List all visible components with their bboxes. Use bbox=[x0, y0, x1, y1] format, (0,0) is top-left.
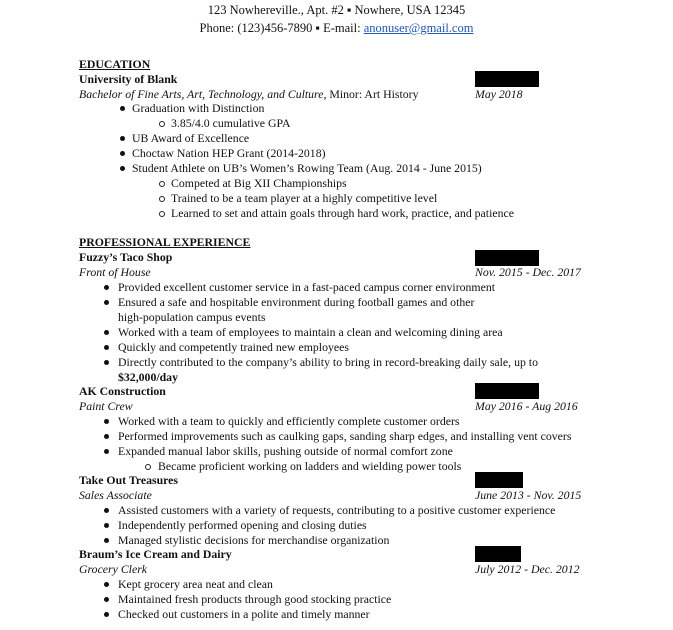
list-item: 3.85/4.0 cumulative GPA bbox=[171, 116, 291, 130]
bullet bbox=[104, 612, 109, 617]
list-item-continued: $32,000/day bbox=[118, 370, 178, 384]
list-item: Managed stylistic decisions for merchandise organization bbox=[118, 533, 390, 547]
contact-line bbox=[0, 21, 673, 36]
redaction-bar bbox=[475, 546, 521, 562]
bullet bbox=[104, 285, 109, 290]
list-item: Became proficient working on ladders and wielding power tools bbox=[158, 459, 462, 473]
list-item: Expanded manual labor skills, pushing outside of normal comfort zone bbox=[118, 444, 453, 458]
bullet bbox=[104, 360, 109, 365]
company-name: AK Construction bbox=[79, 384, 166, 398]
bullet bbox=[104, 508, 109, 513]
list-item: UB Award of Excellence bbox=[132, 131, 250, 145]
job-role: Sales Associate bbox=[79, 488, 152, 502]
redaction-bar bbox=[475, 250, 539, 266]
school-name: University of Blank bbox=[79, 72, 178, 86]
list-item: Worked with a team to quickly and efficiently complete customer orders bbox=[118, 414, 460, 428]
bullet bbox=[104, 345, 109, 350]
bullet bbox=[104, 582, 109, 587]
list-item: Trained to be a team player at a highly competitive level bbox=[171, 191, 438, 205]
list-item: Graduation with Distinction bbox=[132, 101, 265, 115]
bullet bbox=[120, 166, 125, 171]
bullet bbox=[120, 106, 125, 111]
degree: Bachelor of Fine Arts, Art, Technology, and Culture, bbox=[79, 87, 327, 101]
redaction-bar bbox=[475, 472, 523, 488]
bullet bbox=[104, 597, 109, 602]
list-item-continued: high-population campus events bbox=[118, 310, 266, 324]
list-item: Directly contributed to the company’s ability to bring in record-breaking daily sale, up to bbox=[118, 355, 538, 369]
sub-bullet bbox=[159, 121, 165, 127]
bullet bbox=[104, 449, 109, 454]
list-item: Learned to set and attain goals through hard work, practice, and patience bbox=[171, 206, 514, 220]
list-item: Worked with a team of employees to maintain a clean and welcoming dining area bbox=[118, 325, 503, 339]
education-heading: EDUCATION bbox=[79, 57, 151, 71]
list-item: Quickly and competently trained new employees bbox=[118, 340, 349, 354]
minor: Minor: Art History bbox=[326, 87, 419, 101]
redaction-bar bbox=[475, 383, 539, 399]
bullet bbox=[120, 136, 125, 141]
company-name: Braum’s Ice Cream and Dairy bbox=[79, 547, 232, 561]
bullet bbox=[104, 330, 109, 335]
redaction-bar bbox=[475, 71, 539, 87]
sub-bullet bbox=[159, 211, 165, 217]
list-item: Ensured a safe and hospitable environment during football games and other bbox=[118, 295, 475, 309]
bullet bbox=[104, 419, 109, 424]
sub-bullet bbox=[145, 464, 151, 470]
list-item: Assisted customers with a variety of requests, contributing to a positive customer experience bbox=[118, 503, 556, 517]
education-date: May 2018 bbox=[475, 87, 523, 101]
list-item: Maintained fresh products through good stocking practice bbox=[118, 592, 392, 606]
list-item: Student Athlete on UB’s Women’s Rowing Team (Aug. 2014 - June 2015) bbox=[132, 161, 482, 175]
list-item: Performed improvements such as caulking gaps, sanding sharp edges, and installing vent covers bbox=[118, 429, 572, 443]
job-role: Grocery Clerk bbox=[79, 562, 148, 576]
bullet bbox=[120, 151, 125, 156]
company-name: Take Out Treasures bbox=[79, 473, 178, 487]
sub-bullet bbox=[159, 196, 165, 202]
list-item: Competed at Big XII Championships bbox=[171, 176, 347, 190]
job-date: Nov. 2015 - Dec. 2017 bbox=[475, 265, 581, 279]
bullet bbox=[104, 300, 109, 305]
list-item: Provided excellent customer service in a fast-paced campus corner environment bbox=[118, 280, 496, 294]
job-date: July 2012 - Dec. 2012 bbox=[475, 562, 580, 576]
job-date: June 2013 - Nov. 2015 bbox=[475, 488, 582, 502]
job-date: May 2016 - Aug 2016 bbox=[475, 399, 578, 413]
bullet bbox=[104, 523, 109, 528]
experience-heading: PROFESSIONAL EXPERIENCE bbox=[79, 235, 251, 249]
job-role: Front of House bbox=[79, 265, 151, 279]
list-item: Independently performed opening and closing duties bbox=[118, 518, 367, 532]
list-item: Checked out customers in a polite and timely manner bbox=[118, 607, 370, 621]
address-line: 123 Nowhereville., Apt. #2 ▪ Nowhere, USA 12345 bbox=[207, 3, 466, 17]
bullet bbox=[104, 434, 109, 439]
job-role: Paint Crew bbox=[79, 399, 133, 413]
list-item: Kept grocery area neat and clean bbox=[118, 577, 273, 591]
email-link[interactable]: anonuser@gmail.com bbox=[363, 21, 474, 35]
company-name: Fuzzy’s Taco Shop bbox=[79, 250, 173, 264]
sub-bullet bbox=[159, 181, 165, 187]
bullet bbox=[104, 538, 109, 543]
phone-label: Phone: (123)456-7890 ▪ E-mail: bbox=[199, 21, 364, 35]
list-item: Choctaw Nation HEP Grant (2014-2018) bbox=[132, 146, 326, 160]
degree-line bbox=[79, 87, 419, 102]
